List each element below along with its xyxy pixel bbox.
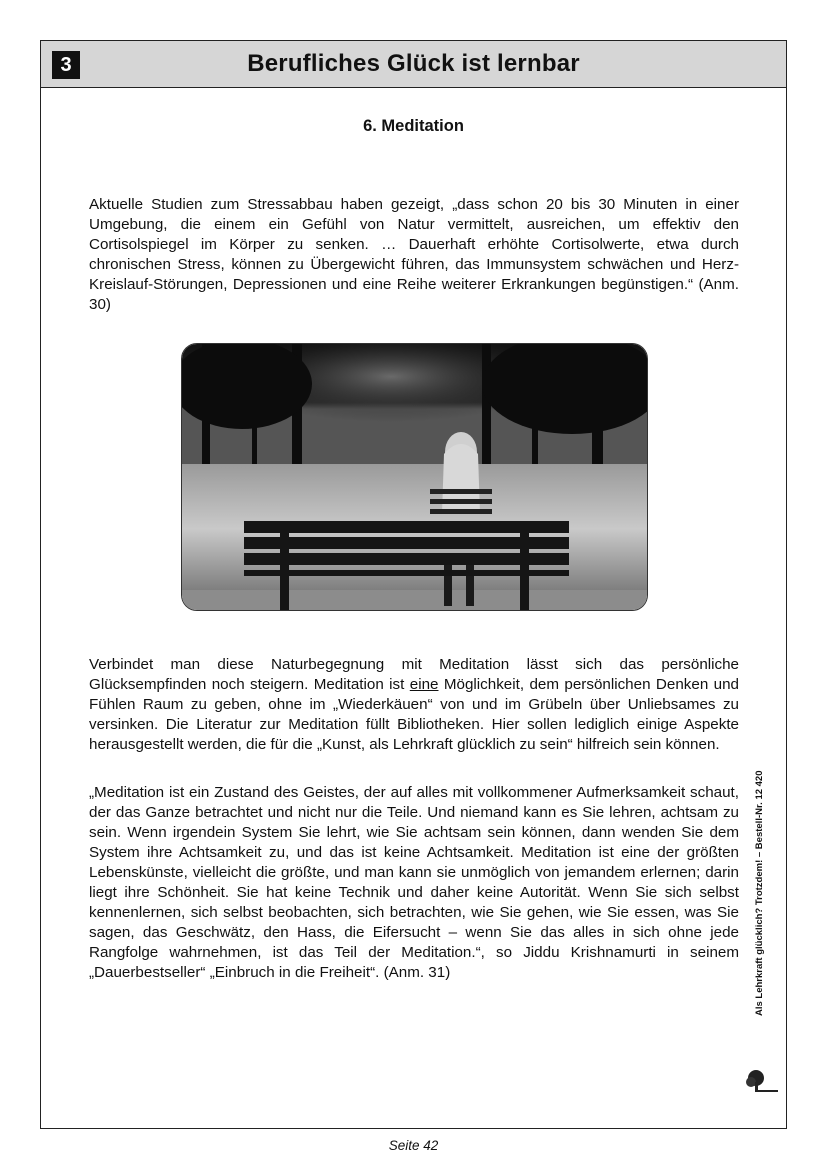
page-frame — [40, 40, 787, 1129]
page-number: Seite 42 — [388, 1138, 439, 1153]
woman-on-bench-image — [182, 344, 647, 610]
paragraph-intro: Aktuelle Studien zum Stressabbau haben gezeigt, „dass schon 20 bis 30 Minuten in einer Umgebung, die einem ein Gefühl von Natur vermittelt, ausreichen, um effektiv den Cortisolspiegel im Körper zu senken. … Dauerhaft erhöhte Cortisolwerte, etwa durch chronischen Stress, können zu Übergewicht führen, das Immunsystem schwächen und Herz-Kreislauf-Störungen, Depressionen und eine Reihe weiterer Erkrankungen begünstigen.“ (Anm. 30) — [89, 196, 739, 313]
chapter-header — [41, 41, 786, 88]
paragraph-krishnamurti-quote: „Meditation ist ein Zustand des Geistes, der auf alles mit vollkommener Aufmerksamkeit schaut, der das Ganze betrachtet und nicht nur die Teile. Und niemand kann es Sie lehren, achtsam zu sein. Wenn irgendein System Sie lehrt, wie Sie achtsam sein können, dann wenden Sie dem System ihre Achtsamkeit zu, und das ist keine Achtsamkeit. Meditation ist eine der größten Lebenskünste, vielleicht die größte, und man kann sie unmöglich von jemandem erlernen; darin liegt ihre Schönheit. Sie hat keine Technik und daher keine Autorität. Wenn Sie sich selbst kennenlernen, sich selbst beobachten, sich betrachten, wie Sie gehen, wie Sie essen, was Sie sagen, das Geschwätz, den Hass, die Eifersucht – wenn Sie das alles in sich ohne jede Rangfolge wahrnehmen, ist das Teil der Meditation.“, so Jiddu Krishnamurti in seinem „Dauerbestseller“ „Einbruch in die Freiheit“. (Anm. 31) — [89, 784, 739, 981]
paragraph-2-start: Verbindet man diese Naturbegegnung mit Meditation lässt sich das persönliche Glücksempfinden noch steigern. Meditation ist — [89, 656, 739, 693]
section-title: 6. Meditation — [363, 117, 464, 135]
chapter-title: Berufliches Glück ist lernbar — [247, 50, 580, 77]
paragraph-meditation-intro — [89, 655, 739, 755]
publisher-logo — [744, 1066, 780, 1094]
underlined-word: eine — [409, 676, 439, 693]
chapter-number-badge: 3 — [52, 51, 80, 79]
bench-photo — [181, 343, 648, 611]
paragraph-2-end: Möglichkeit, dem persönlichen Denken und Fühlen Raum zu geben, ohne im „Wiederkäuen“ von und im Grübeln über Unliebsames zu versinken. Die Literatur zur Meditation füllt Bibliotheken. Hier sollen lediglich einige Aspekte herausgestellt werden, die für die „Kunst, als Lehrkraft glücklich zu sein“ hilfreich sein können. — [89, 676, 739, 753]
tree-logo-icon — [744, 1066, 780, 1094]
publisher-sidebar-text: Als Lehrkraft glücklich? Trotzdem! – Bestell-Nr. 12 420 — [754, 770, 765, 1016]
